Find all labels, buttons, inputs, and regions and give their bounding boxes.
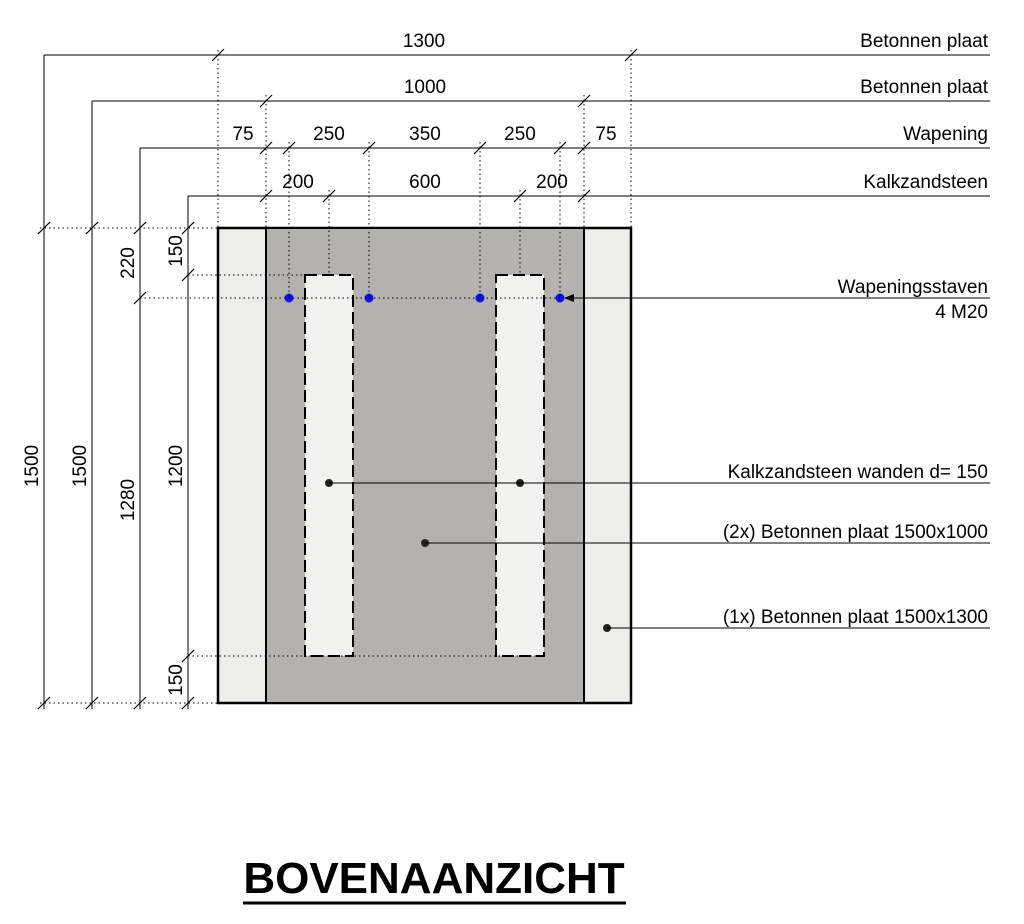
wall-right xyxy=(496,275,544,656)
callout-rebar-line1: Wapeningsstaven xyxy=(837,277,988,298)
label-row3: Wapening xyxy=(903,124,988,145)
dim-1280: 1280 xyxy=(118,478,139,522)
dim-75-right: 75 xyxy=(595,124,617,145)
dim-250-left: 250 xyxy=(313,124,345,145)
dim-1000: 1000 xyxy=(403,77,447,98)
dim-150-top: 150 xyxy=(166,235,187,267)
label-row4: Kalkzandsteen xyxy=(863,172,988,193)
drawing-title: BOVENAANZICHT xyxy=(243,854,625,903)
left-dimensions xyxy=(22,55,194,709)
dim-350: 350 xyxy=(409,124,441,145)
top-dimensions xyxy=(44,31,990,202)
dim-1200: 1200 xyxy=(166,444,187,488)
dim-600: 600 xyxy=(409,172,441,193)
dim-200-right: 200 xyxy=(536,172,568,193)
dim-1500-col1: 1500 xyxy=(22,444,43,488)
dim-75-left: 75 xyxy=(232,124,254,145)
callout-slab-2x: (2x) Betonnen plaat 1500x1000 xyxy=(722,522,988,543)
callout-slab-1x: (1x) Betonnen plaat 1500x1300 xyxy=(722,607,988,628)
dim-200-left: 200 xyxy=(282,172,314,193)
dim-250-right: 250 xyxy=(504,124,536,145)
dim-150-bottom: 150 xyxy=(166,664,187,696)
dim-1500-col2: 1500 xyxy=(70,444,91,488)
callout-rebar-line2: 4 M20 xyxy=(935,302,988,323)
dim-1300: 1300 xyxy=(402,31,446,52)
callout-walls: Kalkzandsteen wanden d= 150 xyxy=(727,462,988,483)
dim-220: 220 xyxy=(118,247,139,279)
wall-left xyxy=(305,275,353,656)
label-row1: Betonnen plaat xyxy=(860,31,988,52)
label-row2: Betonnen plaat xyxy=(860,77,988,98)
